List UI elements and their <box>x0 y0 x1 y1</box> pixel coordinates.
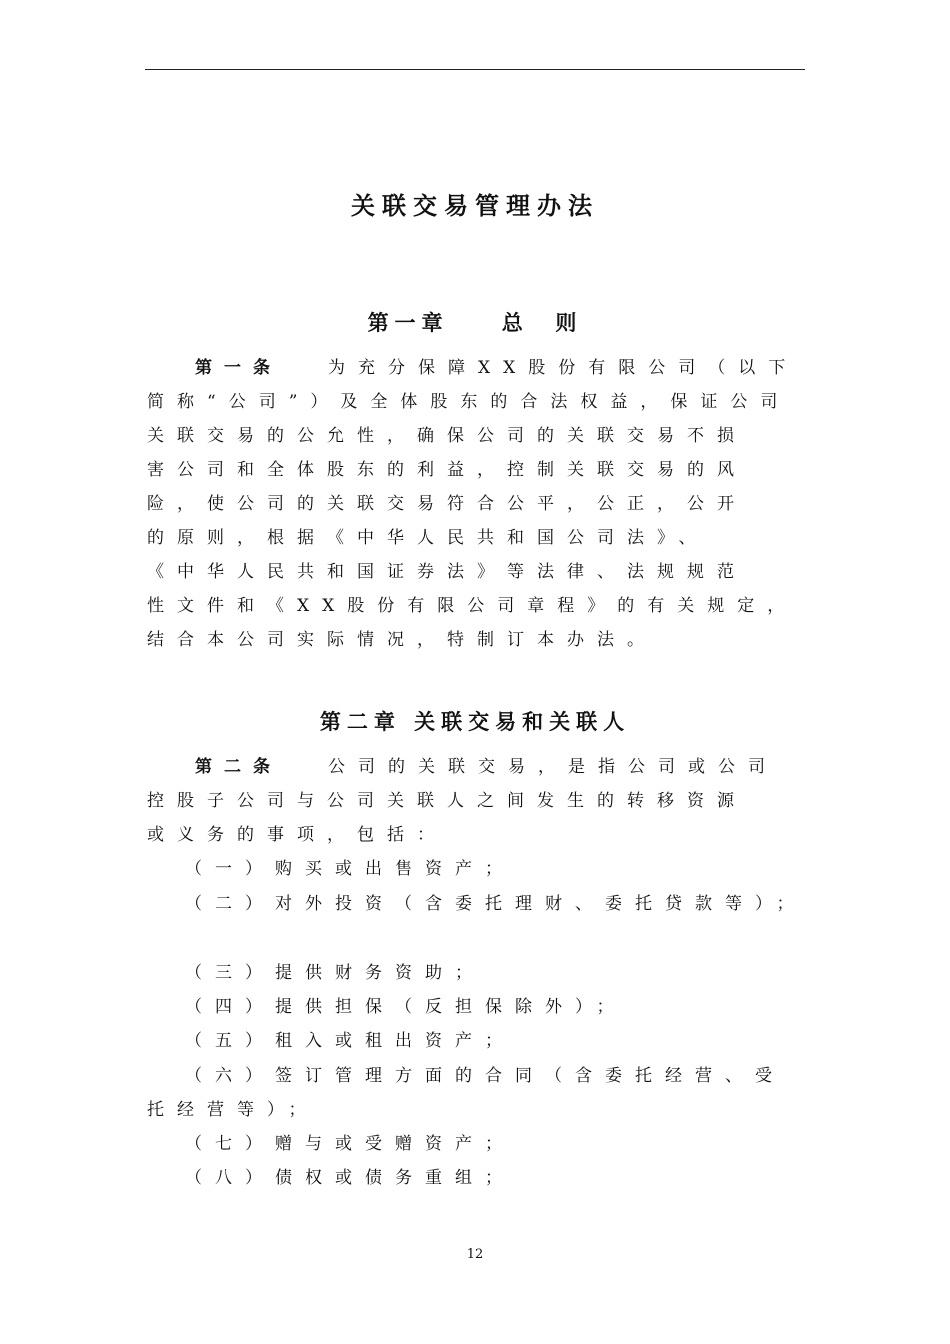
list-item <box>185 1024 805 1058</box>
item-7: （七）赠与或受赠资产； <box>185 1134 515 1154</box>
header-rule <box>145 69 805 70</box>
list-item <box>185 1127 805 1161</box>
list-item <box>185 852 805 886</box>
item-8: （八）债权或债务重组； <box>185 1168 515 1188</box>
article-1-line <box>147 453 807 487</box>
list-item <box>185 1059 805 1093</box>
article-1-line-1: 为充分保障XX股份有限公司（以下 <box>328 358 799 378</box>
article-2-line-2: 控股子公司与公司关联人之间发生的转移资源 <box>147 791 747 811</box>
article-1-line <box>147 589 807 623</box>
article-1-line <box>147 385 807 419</box>
article-1-line-6: 的原则，根据《中华人民共和国公司法》、 <box>147 528 709 548</box>
article-1-line-7: 《中华人民共和国证券法》等法律、法规规范 <box>147 562 747 582</box>
article-1-line <box>147 555 807 589</box>
article-1-line-2: 简称“公司”）及全体股东的合法权益，保证公司 <box>147 392 791 412</box>
article-1-line-3: 关联交易的公允性，确保公司的关联交易不损 <box>147 426 747 446</box>
list-item <box>185 990 805 1024</box>
chapter-2-heading: 第二章 关联交易和关联人 <box>319 710 631 734</box>
item-6-continued: 托经营等）； <box>147 1100 319 1120</box>
article-2-line <box>147 784 807 818</box>
page-number: 12 <box>466 1247 484 1262</box>
list-item <box>185 887 805 921</box>
list-item <box>185 1161 805 1195</box>
item-2: （二）对外投资（含委托理财、委托贷款等）； <box>185 894 807 914</box>
document-title: 关联交易管理办法 <box>351 192 599 220</box>
article-1-line-9: 结合本公司实际情况，特制订本办法。 <box>147 630 657 650</box>
item-5: （五）租入或租出资产； <box>185 1031 515 1051</box>
article-1-line-8: 性文件和《XX股份有限公司章程》的有关规定， <box>147 596 798 616</box>
list-item-continuation <box>147 1093 807 1127</box>
article-1-line-5: 险，使公司的关联交易符合公平，公正，公开 <box>147 494 747 514</box>
chapter-1-heading: 第一章 总 则 <box>367 311 583 335</box>
list-item <box>185 956 805 990</box>
item-3: （三）提供财务资助； <box>185 963 485 983</box>
article-1-line <box>147 623 807 657</box>
article-2-line-3: 或义务的事项，包括： <box>147 825 447 845</box>
article-2-line-1: 公司的关联交易，是指公司或公司 <box>328 757 778 777</box>
article-2-first-line <box>195 750 795 784</box>
item-4: （四）提供担保（反担保除外）； <box>185 997 627 1017</box>
article-1-line <box>147 487 807 521</box>
article-1-line <box>147 521 807 555</box>
item-1: （一）购买或出售资产； <box>185 859 515 879</box>
article-2-line <box>147 818 807 852</box>
article-1-line-4: 害公司和全体股东的利益，控制关联交易的风 <box>147 460 747 480</box>
article-1-line <box>147 419 807 453</box>
article-2-label: 第二条 <box>195 757 282 777</box>
article-1-first-line <box>195 351 799 385</box>
article-1-label: 第一条 <box>195 358 282 378</box>
item-6: （六）签订管理方面的合同（含委托经营、受 <box>185 1066 785 1086</box>
